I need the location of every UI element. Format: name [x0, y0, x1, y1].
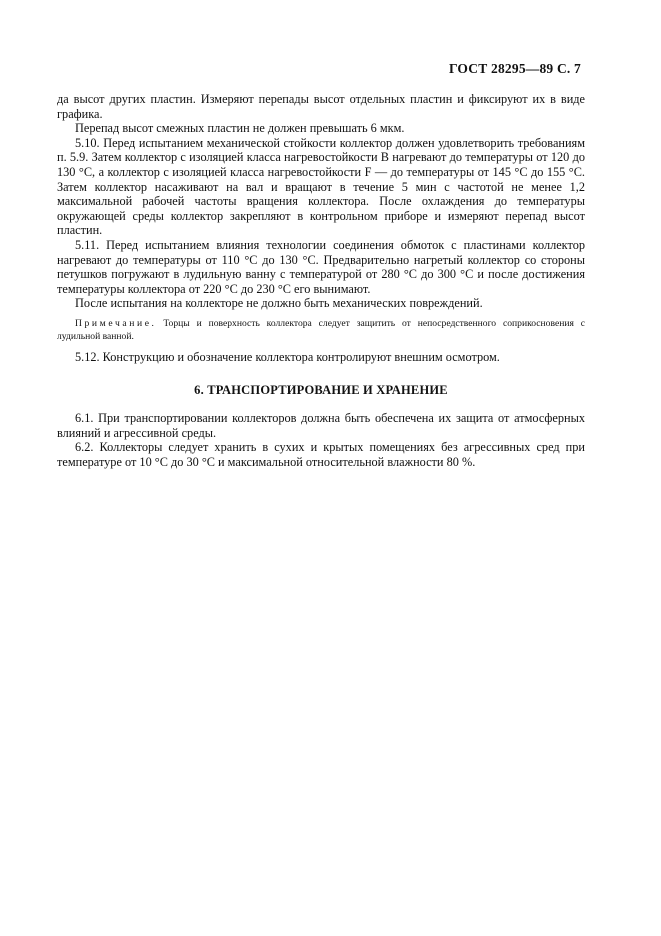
paragraph-no-damage: После испытания на коллекторе не должно быть механических повреждений.	[75, 296, 483, 311]
page-header: ГОСТ 28295—89 С. 7	[448, 61, 581, 76]
note	[57, 317, 585, 344]
note-text: Торцы и поверхность коллектора следует защитить от непосредственного соприкосновения с лудильной ванной.	[57, 317, 585, 343]
paragraph-6-1: 6.1. При транспортировании коллекторов должна быть обеспечена их защита от атмосферных влияний и агрессивной среды.	[57, 411, 585, 440]
paragraph-6-2: 6.2. Коллекторы следует хранить в сухих и крытых помещениях без агрессивных сред при температуре от 10 °С до 30 °С и максимальной относительной влажности 80 %.	[57, 440, 585, 469]
paragraph-height-difference: Перепад высот смежных пластин не должен превышать 6 мкм.	[75, 121, 405, 136]
section-6-title: 6. ТРАНСПОРТИРОВАНИЕ И ХРАНЕНИЕ	[194, 382, 448, 397]
document-body	[57, 92, 585, 469]
note-label: Примечание.	[75, 317, 157, 329]
paragraph-5-11: 5.11. Перед испытанием влияния технологии соединения обмоток с пластинами коллектор нагревают до температуры от 110 °С до 130 °С. Предварительно нагретый коллектор со стороны петушков погружают в лудильную ванну с температурой от 280 °С до 300 °С и после достижения температуры коллектора от 220 °С до 230 °С его вынимают.	[57, 237, 585, 296]
paragraph-5-12: 5.12. Конструкцию и обозначение коллектора контролируют внешним осмотром.	[75, 349, 500, 364]
paragraph-continuation: да высот других пластин. Измеряют перепады высот отдельных пластин и фиксируют их в виде графика.	[57, 92, 585, 121]
paragraph-5-10: 5.10. Перед испытанием механической стойкости коллектор должен удовлетворить требованиям п. 5.9. Затем коллектор с изоляцией класса нагревостойкости В нагревают до температуры от 120 до 130 °С, а коллектор с изоляцией класса нагревостойкости F — до температуры от 145 °С до 155 °С. Затем коллектор насаживают на вал и вращают в течение 5 мин с частотой не менее 1,2 максимальной рабочей частоты вращения коллектора. После охлаждения до температуры окружающей среды коллектор закрепляют в контрольном приборе и измеряют перепад высот пластин.	[57, 135, 585, 238]
